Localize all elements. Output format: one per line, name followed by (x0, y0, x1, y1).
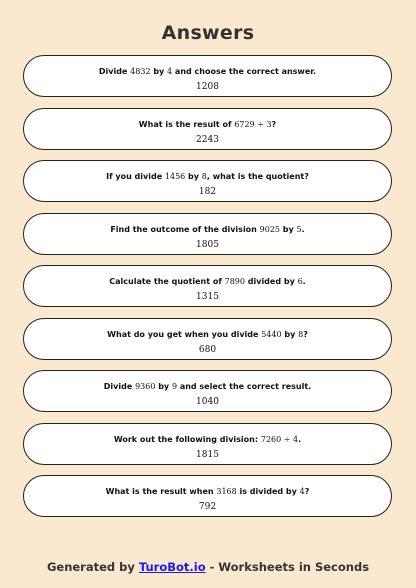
question-text: What do you get when you divide 5440 by 8? (107, 329, 308, 339)
page-title: Answers (161, 22, 255, 44)
answer-card (23, 108, 392, 150)
question-text: What is the result when 3168 is divided by 4? (105, 487, 310, 496)
question-text: What is the result of 6729 ÷ 3? (138, 119, 277, 129)
answer-card (23, 370, 392, 412)
question-text: Find the outcome of the division 9025 by 5. (110, 224, 305, 234)
answer-value: 1805 (196, 239, 219, 250)
answer-list (23, 55, 393, 528)
answer-card (23, 475, 392, 517)
answer-card (23, 160, 392, 202)
answer-value: 1315 (196, 292, 219, 302)
footer-text: Generated by TuroBot.io - Worksheets in Seconds (46, 560, 370, 574)
answer-value: 1208 (196, 82, 219, 92)
answer-value: 1815 (196, 449, 219, 460)
answer-value: 680 (198, 344, 217, 355)
question-text: Divide 9360 by 9 and select the correct result. (103, 382, 312, 391)
answer-value: 1040 (196, 397, 219, 407)
question-text: Calculate the quotient of 7890 divided by 6. (109, 277, 306, 286)
turobot-link[interactable]: TuroBot.io (138, 560, 206, 574)
answer-value: 2243 (196, 134, 219, 145)
answer-card (23, 265, 392, 307)
answer-card (23, 213, 392, 255)
answer-card (23, 55, 392, 97)
answer-value: 182 (198, 187, 217, 197)
answer-value: 792 (198, 502, 217, 512)
answer-card (23, 318, 392, 360)
answer-card (23, 423, 392, 465)
question-text: If you divide 1456 by 8, what is the quotient? (106, 172, 309, 181)
question-text: Work out the following division: 7260 ÷ 4. (113, 434, 302, 444)
question-text: Divide 4832 by 4 and choose the correct answer. (98, 67, 317, 76)
